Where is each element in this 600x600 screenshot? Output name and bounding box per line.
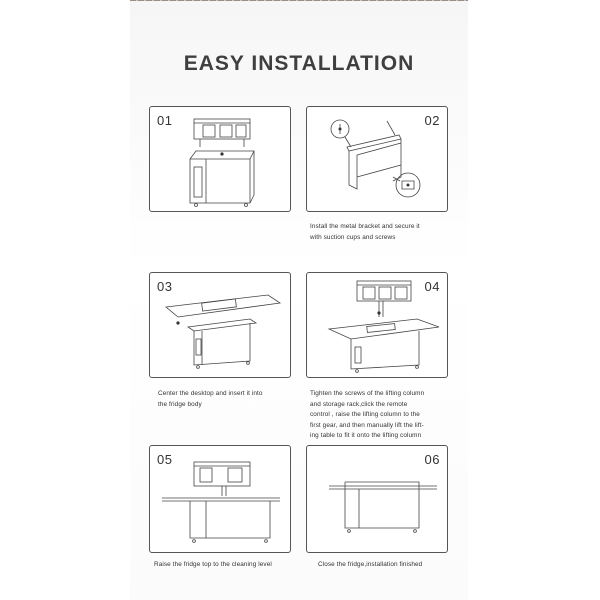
step-05-illustration (150, 446, 292, 554)
step-04-panel (306, 272, 448, 378)
step-05-caption: Raise the fridge top to the cleaning level (154, 561, 272, 568)
step-02-illustration (307, 107, 449, 213)
step-03-illustration (150, 273, 292, 379)
step-02-panel (306, 106, 448, 212)
step-04-illustration (307, 273, 449, 379)
page-title: EASY INSTALLATION (183, 52, 415, 75)
step-04-number: 04 (424, 279, 440, 294)
step-04-caption: Tighten the screws of the lifting column and storage rack,click the remote control , raise the lifting column to the first gear, and then manually lift the lift- ing table to fit it onto the lifting column (310, 390, 425, 439)
step-06-panel (306, 445, 448, 553)
step-06-illustration (307, 446, 449, 554)
step-02-number: 02 (424, 113, 440, 128)
step-01-number: 01 (157, 113, 173, 128)
step-06-caption: Close the fridge,installation finished (318, 561, 423, 568)
top-divider (130, 0, 468, 1)
step-05-panel (149, 445, 291, 553)
step-01-illustration (150, 107, 292, 213)
step-01-panel (149, 106, 291, 212)
step-06-number: 06 (424, 452, 440, 467)
step-02-caption: Install the metal bracket and secure it with suction cups and screws (310, 223, 420, 241)
step-03-panel (149, 272, 291, 378)
step-03-caption: Center the desktop and insert it into the fridge body (158, 390, 263, 408)
step-05-number: 05 (157, 452, 173, 467)
step-03-number: 03 (157, 279, 173, 294)
